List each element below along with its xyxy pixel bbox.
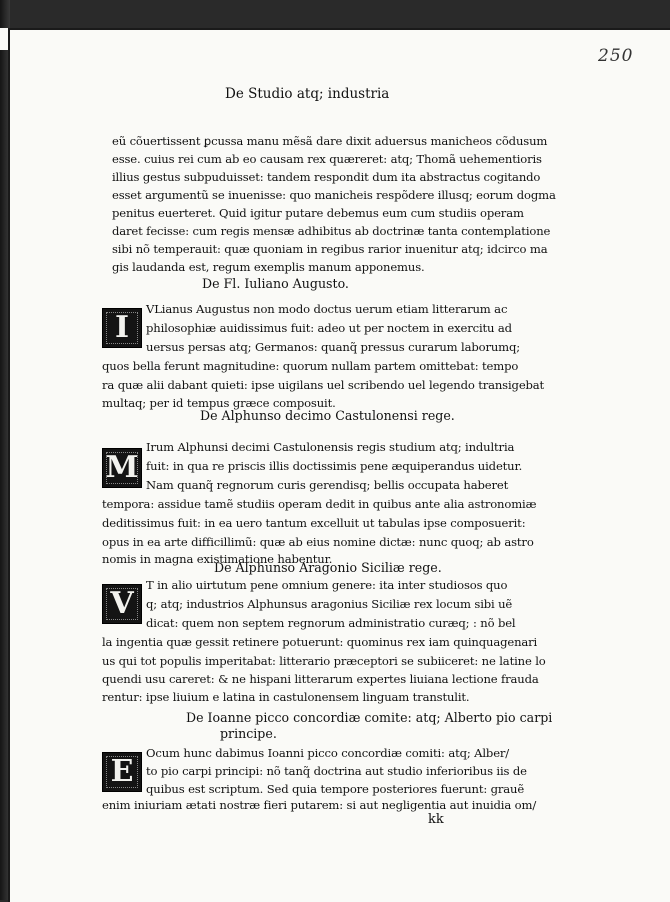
- text-line: dicat: quem non septem regnorum administratio curæq; : nõ bel: [146, 616, 516, 630]
- text-line: Nam quanq̃ regnorum curis gerendisq; bellis occupata haberet: [146, 478, 509, 492]
- decorated-initial: I: [102, 308, 142, 348]
- text-line: opus in ea arte difficillimũ: quæ ab eius nomine dictæ: nunc quoq; ab astro: [102, 535, 534, 549]
- decorated-initial: E: [102, 752, 142, 792]
- text-line: nomis in magna existimatione habentur.: [102, 552, 333, 566]
- text-line: us qui tot populis imperitabat: litterario præceptori se subiiceret: ne latine lo: [102, 654, 546, 668]
- section-heading: De Ioanne picco concordiæ comite: atq; Alberto pio carpi: [186, 710, 553, 725]
- section-heading-continued: principe.: [220, 726, 277, 741]
- decorated-initial: V: [102, 584, 142, 624]
- section-heading: De Alphunso decimo Castulonensi rege.: [200, 408, 455, 423]
- text-line: philosophiæ auidissimus fuit: adeo ut per noctem in exercitu ad: [146, 321, 512, 335]
- text-line: sibi nõ temperauit: quæ quoniam in regibus rarior inuenitur atq; idcirco ma: [112, 242, 548, 256]
- text-line: T in alio uirtutum pene omnium genere: ita inter studiosos quo: [146, 578, 508, 592]
- text-line: quendi usu careret: & ne hispani litterarum expertes liuiana lectione frauda: [102, 672, 539, 686]
- text-line: illius gestus subpuduisset: tandem respondit dum ita abstractus cogitando: [112, 170, 541, 184]
- text-line: quibus est scriptum. Sed quia tempore posteriores fuerunt: grauẽ: [146, 782, 525, 796]
- text-line: deditissimus fuit: in ea uero tantum excelluit ut tabulas ipse composuerit:: [102, 516, 526, 530]
- text-line: rentur: ipse liuium e latina in castulonensem linguam transtulit.: [102, 690, 470, 704]
- text-line: eũ cõuertissent ꝑcussa manu mẽsã dare dixit aduersus manicheos cõdusum: [112, 134, 548, 148]
- section-heading: De Alphunso Aragonio Siciliæ rege.: [214, 560, 442, 575]
- text-line: esset argumentũ se inuenisse: quo manicheis respõdere illusq; eorum dogma: [112, 188, 556, 202]
- page-number: 250: [598, 46, 634, 66]
- text-line: penitus euerteret. Quid igitur putare debemus eum cum studiis operam: [112, 206, 524, 220]
- text-line: q; atq; industrios Alphunsus aragonius Siciliæ rex locum sibi uẽ: [146, 597, 513, 611]
- text-line: Ocum hunc dabimus Ioanni picco concordiæ comiti: atq; Alber/: [146, 746, 510, 760]
- text-line: VLianus Augustus non modo doctus uerum etiam litterarum ac: [146, 302, 508, 316]
- text-line: esse. cuius rei cum ab eo causam rex quæreret: atq; Thomã uehementioris: [112, 152, 542, 166]
- text-line: to pio carpi principi: nõ tanq̃ doctrina aut studio inferioribus iis de: [146, 764, 527, 778]
- section-heading: De Fl. Iuliano Augusto.: [202, 276, 349, 291]
- running-head: De Studio atq; industria: [225, 86, 390, 102]
- decorated-initial: M: [102, 448, 142, 488]
- text-line: quos bella ferunt magnitudine: quorum nullam partem omittebat: tempo: [102, 359, 519, 373]
- text-line: tempora: assidue tamẽ studiis operam dedit in quibus ante alia astronomiæ: [102, 497, 537, 511]
- text-line: la ingentia quæ gessit retinere potuerunt: quominus rex iam quinquagenari: [102, 635, 538, 649]
- text-line: fuit: in qua re priscis illis doctissimis pene æquiperandus uidetur.: [146, 459, 523, 473]
- text-line: multaq; per id tempus græce composuit.: [102, 396, 336, 410]
- signature-mark: kk: [428, 812, 444, 827]
- text-line: uersus persas atq; Germanos: quanq̃ pressus curarum laborumq;: [146, 340, 521, 354]
- text-line: Irum Alphunsi decimi Castulonensis regis studium atq; indultria: [146, 440, 515, 454]
- text-line: enim iniuriam ætati nostræ fieri putarem: si aut negligentia aut inuidia om/: [102, 798, 537, 812]
- text-line: ra quæ alii dabant quieti: ipse uigilans uel scribendo uel legendo transigebat: [102, 378, 545, 392]
- text-line: gis laudanda est, regum exemplis manum apponemus.: [112, 260, 425, 274]
- text-line: daret fecisse: cum regis mensæ adhibitus ab doctrinæ tanta contemplatione: [112, 224, 551, 238]
